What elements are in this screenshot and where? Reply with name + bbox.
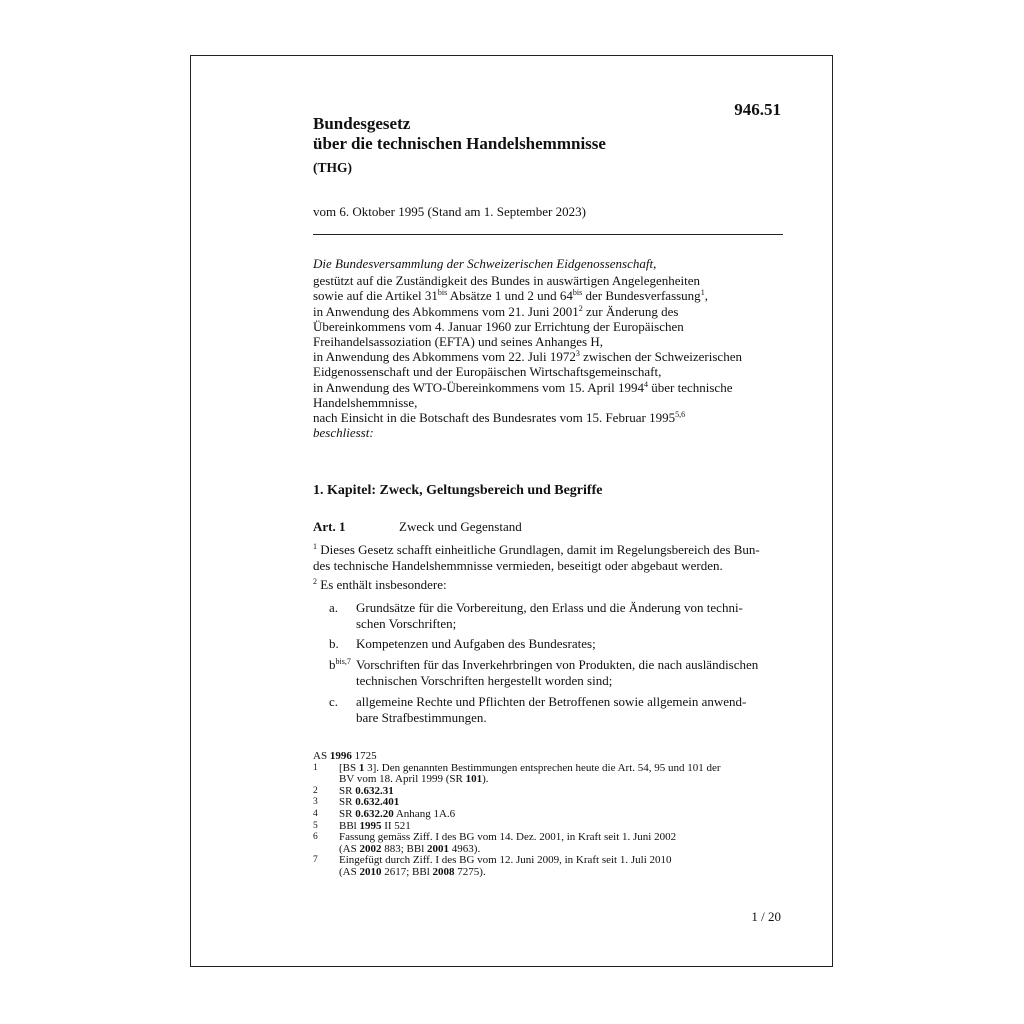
footnote: 2 SR 0.632.31 bbox=[313, 784, 394, 797]
footnote: 6 Fassung gemäss Ziff. I des BG vom 14. Dez. 2001, in Kraft seit 1. Juni 2002 (AS 2002 883; BBl 2001 4963). bbox=[313, 831, 677, 855]
enacting-body: Die Bundesversammlung der Schweizerischen Eidgenossenschaft, bbox=[313, 256, 657, 271]
footnote-ref[interactable]: 3 bbox=[575, 349, 580, 359]
preamble-line: Eidgenossenschaft und der Europäischen Wirtschaftsgemeinschaft, bbox=[313, 364, 662, 380]
header-divider bbox=[313, 234, 783, 235]
sr-number: 946.51 bbox=[734, 100, 781, 119]
footnotes bbox=[313, 751, 783, 879]
preamble-line: Übereinkommens vom 4. Januar 1960 zur Errichtung der Europäischen bbox=[313, 318, 684, 334]
title-line-2: über die technischen Handelshemmnisse bbox=[313, 134, 606, 153]
paragraph-1: $^1$ Dieses Gesetz schafft einheitliche Grundlagen, damit im Regelungsbereich des Bun- des technische Handelshemmnisse vermieden, beseitigt oder abgebaut werden. bbox=[313, 542, 760, 573]
preamble-line: Handelshemmnisse, bbox=[313, 394, 418, 410]
resolves-text: beschliesst: bbox=[313, 425, 374, 441]
paragraph-number: 2 bbox=[313, 577, 317, 586]
preamble-line: in Anwendung des WTO-Übereinkommens vom 15. April 1994$^4$ über technische bbox=[313, 379, 733, 395]
date-line: vom 6. Oktober 1995 (Stand am 1. September 2023) bbox=[313, 204, 586, 219]
list-item: Grundsätze für die Vorbereitung, den Erlass und die Änderung von techni- schen Vorschriften; bbox=[356, 600, 743, 631]
footnote-ref[interactable]: 2 bbox=[578, 303, 583, 313]
footnote: 4 SR 0.632.20 Anhang 1A.6 bbox=[313, 807, 456, 820]
footnote: 1 [BS 1 3]. Den genannten Bestimmungen entsprechen heute die Art. 54, 95 und 101 der BV vom 18. April 1999 (SR 101). bbox=[313, 761, 721, 786]
list-item-letter: c. bbox=[329, 694, 339, 709]
footnote-ref[interactable]: 4 bbox=[644, 379, 648, 389]
footnote: 5 BBl 1995 II 521 bbox=[313, 819, 411, 832]
title-abbreviation: (THG) bbox=[313, 160, 352, 175]
article-number: Art. 1 bbox=[313, 519, 346, 534]
paragraph-number: 1 bbox=[313, 542, 317, 551]
list-item-letter: a. bbox=[329, 600, 339, 615]
footnote-ref[interactable]: 1 bbox=[700, 288, 705, 298]
footnote-ref[interactable]: 5,6 bbox=[675, 410, 686, 420]
paragraph-2: $^2$ Es enthält insbesondere: bbox=[313, 577, 447, 592]
list-item: Kompetenzen und Aufgaben des Bundesrates; bbox=[356, 636, 596, 651]
preamble-line: in Anwendung des Abkommens vom 22. Juli 1972$^3$ zwischen der Schweizerischen bbox=[313, 349, 742, 365]
page-number: 1 / 20 bbox=[751, 909, 781, 924]
list-item: allgemeine Rechte und Pflichten der Betroffenen sowie allgemein anwend- bare Strafbestimmungen. bbox=[356, 694, 747, 725]
preamble-line: Freihandelsassoziation (EFTA) und seines Anhanges H, bbox=[313, 334, 603, 350]
preamble bbox=[313, 256, 788, 440]
list-item: Vorschriften für das Inverkehrbringen von Produkten, die nach ausländischen technischen Vorschriften hergestellt worden sind; bbox=[356, 657, 759, 688]
list-item-letter: $b^{bis,7}$ bbox=[329, 657, 351, 672]
as-reference: AS 1996 1725 bbox=[313, 750, 377, 762]
preamble-line: nach Einsicht in die Botschaft des Bundesrates vom 15. Februar 1995$^{5,6}$ bbox=[313, 410, 686, 426]
list-item-letter: b. bbox=[329, 636, 339, 651]
article-title: Zweck und Gegenstand bbox=[399, 519, 522, 534]
footnote: 7 Eingefügt durch Ziff. I des BG vom 12. Juni 2009, in Kraft seit 1. Juli 2010 (AS 2010 2617; BBl 2008 7275). bbox=[313, 854, 672, 878]
preamble-line: sowie auf die Artikel $31^{bis}$ Absätze 1 und 2 und $64^{bis}$ der Bundesverfassung$^1$, bbox=[313, 288, 708, 304]
title-line-1: Bundesgesetz bbox=[313, 114, 411, 133]
document-title bbox=[313, 114, 606, 178]
preamble-line: gestützt auf die Zuständigkeit des Bundes in auswärtigen Angelegenheiten bbox=[313, 273, 701, 289]
chapter-heading: 1. Kapitel: Zweck, Geltungsbereich und Begriffe bbox=[313, 483, 603, 498]
footnote-ref[interactable]: ,7 bbox=[344, 657, 351, 666]
document-page bbox=[190, 55, 833, 967]
preamble-line: in Anwendung des Abkommens vom 21. Juni 2001$^2$ zur Änderung des bbox=[313, 303, 679, 319]
footnote: 3 SR 0.632.401 bbox=[313, 796, 400, 809]
